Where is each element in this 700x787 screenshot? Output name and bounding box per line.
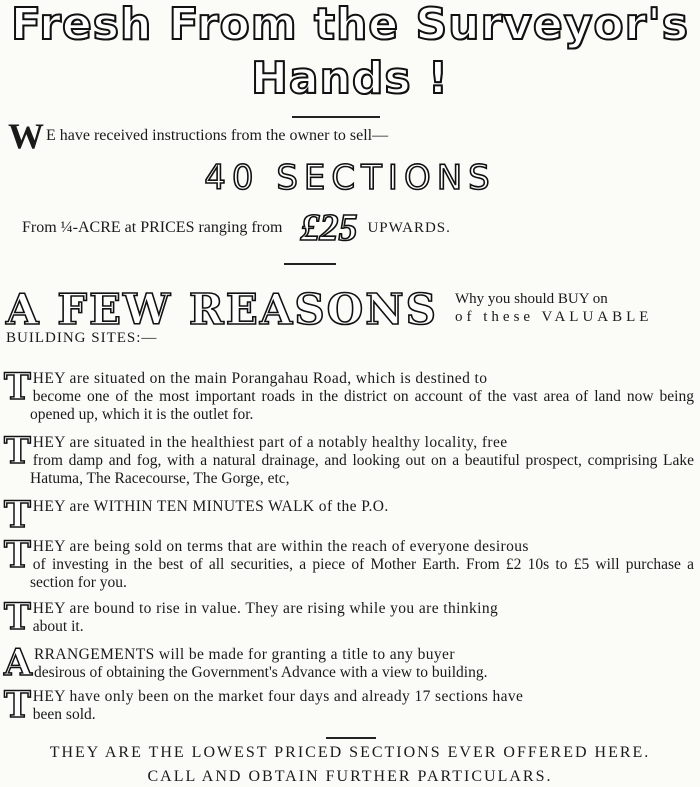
reasons-side-line-1: Why you should BUY on xyxy=(455,291,608,307)
price-prefix: From ¼-ACRE at PRICES ranging from xyxy=(22,219,283,236)
headline-line-1: Fresh From the Surveyor's xyxy=(11,0,689,50)
paragraph-rest: from damp and fog, with a natural drainage, and looking out on a beautiful prospect, comprising Lake Hatuma, The Racecourse, The Gorge, etc, xyxy=(30,452,694,487)
reason-paragraph xyxy=(4,684,694,726)
price-line xyxy=(22,206,451,250)
reasons-side-text xyxy=(455,290,652,326)
paragraph-rest: been sold. xyxy=(32,706,96,723)
drop-cap: T xyxy=(4,596,31,638)
drop-cap: T xyxy=(4,534,31,576)
reason-paragraph xyxy=(4,596,694,638)
reasons-side-line-2: of these VALUABLE xyxy=(455,309,653,325)
paragraph-first-line: HEY have only been on the market four days and already 17 sections have xyxy=(32,688,524,705)
drop-cap: T xyxy=(4,366,31,408)
reasons-title: A FEW REASONS xyxy=(6,285,438,334)
divider-bottom xyxy=(326,737,376,739)
paragraph-first-line: HEY are WITHIN TEN MINUTES WALK of the P.O. xyxy=(32,498,389,515)
paragraph-first-line: RRANGEMENTS will be made for granting a title to any buyer xyxy=(33,646,455,663)
paragraph-rest: about it. xyxy=(32,618,84,635)
reason-paragraph xyxy=(4,534,694,592)
footer-line-2: CALL AND OBTAIN FURTHER PARTICULARS. xyxy=(147,768,553,785)
headline-line-2: Hands ! xyxy=(251,53,449,104)
reason-paragraph xyxy=(4,494,694,536)
paragraph-first-line: HEY are situated on the main Porangahau Road, which is destined to xyxy=(32,370,488,387)
reason-paragraph xyxy=(4,366,694,424)
reasons-continuation: BUILDING SITES:— xyxy=(6,330,158,346)
drop-cap: T xyxy=(4,430,31,472)
drop-cap: T xyxy=(4,494,31,536)
drop-cap: T xyxy=(4,684,31,726)
reason-paragraph xyxy=(4,430,694,488)
reason-paragraph xyxy=(4,642,694,684)
price-amount: £25 xyxy=(300,207,358,249)
footer-line-1: THEY ARE THE LOWEST PRICED SECTIONS EVER OFFERED HERE. xyxy=(49,744,651,761)
paragraph-first-line: HEY are bound to rise in value. They are rising while you are thinking xyxy=(32,600,499,617)
divider-top xyxy=(292,116,380,118)
drop-cap: A xyxy=(4,642,32,684)
paragraph-first-line: HEY are situated in the healthiest part of a notably healthy locality, free xyxy=(32,434,508,451)
sections-title: 40 SECTIONS xyxy=(204,158,496,198)
intro-drop-letter: W xyxy=(8,116,44,156)
paragraph-rest: become one of the most important roads in the district on account of the vast area of land now being opened up, which it is the outlet for. xyxy=(30,388,694,423)
price-suffix: UPWARDS. xyxy=(367,220,451,236)
intro-line xyxy=(8,116,389,156)
paragraph-rest: of investing in the best of all securities, a piece of Mother Earth. From £2 10s to £5 will purchase a section for you. xyxy=(30,556,694,591)
intro-text: E have received instructions from the owner to sell— xyxy=(46,127,389,144)
paragraph-rest: desirous of obtaining the Government's Advance with a view to building. xyxy=(33,664,488,681)
paragraph-first-line: HEY are being sold on terms that are within the reach of everyone desirous xyxy=(32,538,529,555)
divider-middle xyxy=(284,263,336,265)
